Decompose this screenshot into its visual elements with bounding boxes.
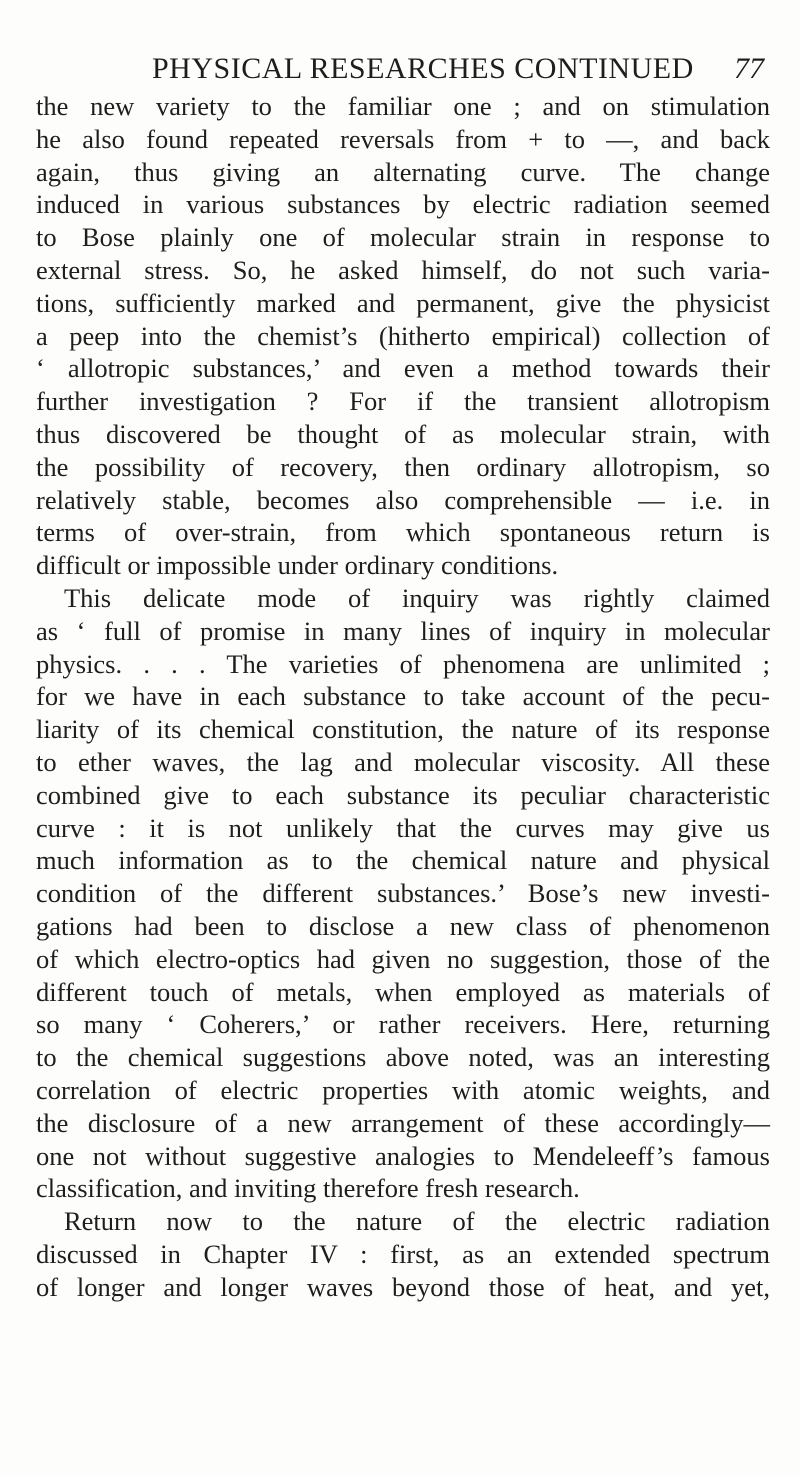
- page-number: 77: [734, 52, 764, 85]
- text-line: terms of over-strain, from which spontaneous return is: [36, 517, 770, 548]
- text-line: curve : it is not unlikely that the curves may give us: [36, 812, 770, 843]
- text-line: the possibility of recovery, then ordinary allotropism, so: [36, 451, 770, 482]
- text-line: correlation of electric properties with atomic weights, and: [36, 1074, 770, 1105]
- text-line: to Bose plainly one of molecular strain in response to: [36, 222, 770, 253]
- text-line: liarity of its chemical constitution, the nature of its response: [36, 714, 770, 745]
- text-line: thus discovered be thought of as molecular strain, with: [36, 418, 770, 449]
- text-line: ‘ allotropic substances,’ and even a method towards their: [36, 353, 770, 384]
- text-line: induced in various substances by electric radiation seemed: [36, 189, 770, 220]
- text-line: tions, sufficiently marked and permanent, give the physicist: [36, 287, 770, 318]
- text-line: external stress. So, he asked himself, do not such varia-: [36, 254, 770, 285]
- text-line: classification, and inviting therefore fresh research.: [36, 1173, 580, 1204]
- running-head-title: PHYSICAL RESEARCHES CONTINUED: [152, 52, 694, 85]
- text-line: a peep into the chemist’s (hitherto empirical) collection of: [36, 320, 770, 351]
- text-line: for we have in each substance to take account of the pecu-: [36, 681, 770, 712]
- text-line: one not without suggestive analogies to Mendeleeff’s famous: [36, 1140, 770, 1171]
- text-line: again, thus giving an alternating curve. The change: [36, 156, 770, 187]
- text-line: the new variety to the familiar one ; and on stimulation: [36, 91, 770, 121]
- text-line: as ‘ full of promise in many lines of inquiry in molecular: [36, 615, 770, 646]
- text-line: physics. . . . The varieties of phenomena are unlimited ;: [36, 648, 770, 679]
- text-line: of which electro-optics had given no suggestion, those of the: [36, 943, 770, 974]
- text-line: discussed in Chapter IV : first, as an extended spectrum: [36, 1238, 770, 1269]
- text-line: relatively stable, becomes also comprehensible — i.e. in: [36, 484, 770, 515]
- text-line: further investigation ? For if the transient allotropism: [36, 386, 770, 417]
- text-line: to ether waves, the lag and molecular viscosity. All these: [36, 746, 770, 777]
- running-head: [36, 52, 764, 92]
- text-line: condition of the different substances.’ Bose’s new investi-: [36, 878, 770, 909]
- text-line: different touch of metals, when employed as materials of: [36, 976, 770, 1007]
- text-line: much information as to the chemical nature and physical: [36, 845, 770, 876]
- body-text: [36, 90, 770, 1303]
- text-line: This delicate mode of inquiry was rightly claimed: [64, 582, 770, 613]
- text-line: he also found repeated reversals from + to —, and back: [36, 123, 770, 154]
- text-line: so many ‘ Coherers,’ or rather receivers. Here, returning: [36, 1009, 770, 1040]
- text-line: of longer and longer waves beyond those of heat, and yet,: [36, 1271, 770, 1302]
- text-line: combined give to each substance its peculiar characteristic: [36, 779, 770, 810]
- text-line: difficult or impossible under ordinary conditions.: [36, 550, 559, 581]
- text-line: to the chemical suggestions above noted, was an interesting: [36, 1042, 770, 1073]
- text-line: Return now to the nature of the electric radiation: [64, 1206, 770, 1237]
- text-line: gations had been to disclose a new class of phenomenon: [36, 910, 770, 941]
- text-line: the disclosure of a new arrangement of these accordingly—: [36, 1107, 770, 1138]
